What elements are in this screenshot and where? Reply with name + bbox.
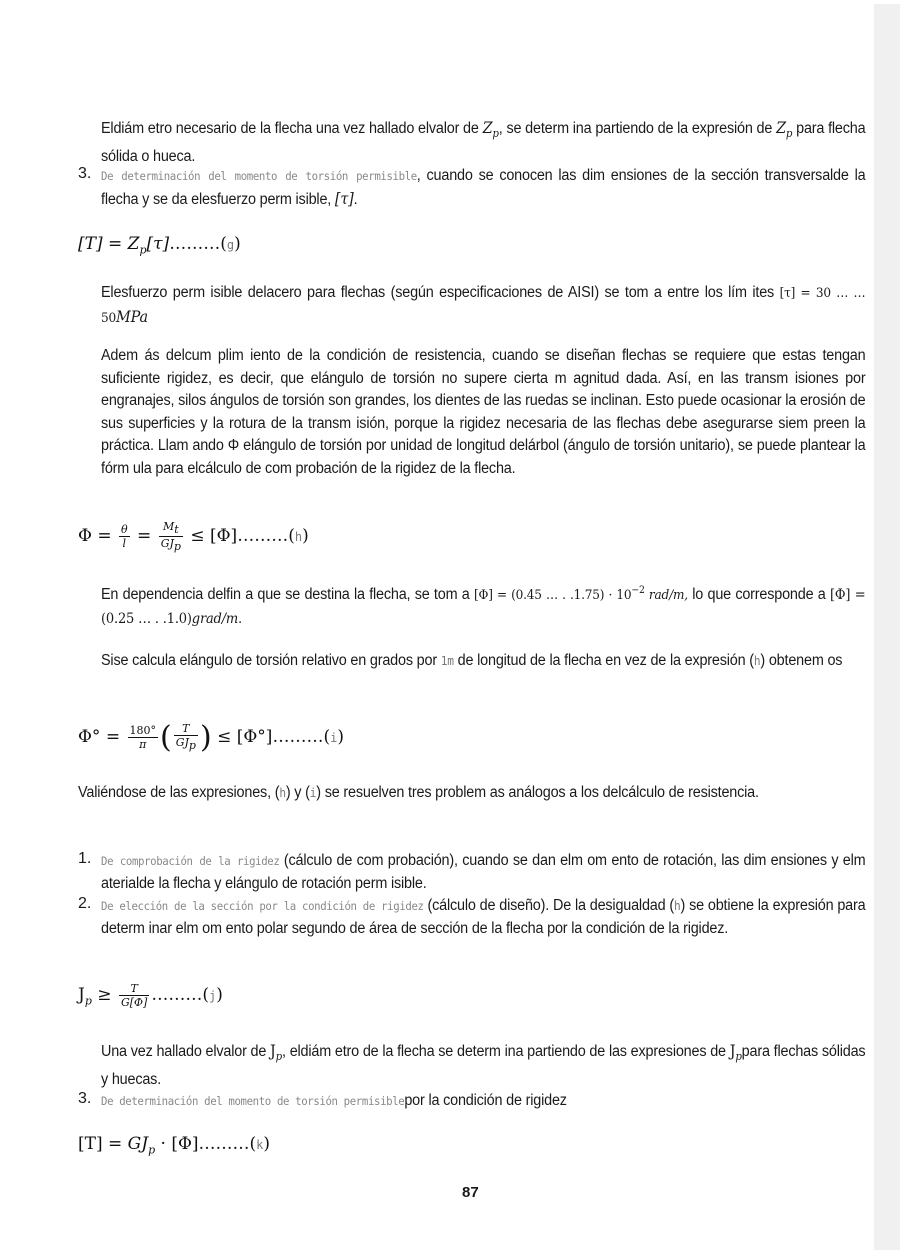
list-number: 2. — [78, 895, 92, 912]
eq-dots: ……… — [237, 526, 289, 547]
list-number: 1. — [78, 850, 92, 867]
list-item-title: De comprobación de la rigidez — [101, 854, 280, 868]
list-item-text: (cálculo de com probación), cuando se dan elm om ento de rotación, las dim ensiones y elm aterialde la flecha y elángulo de rotación perm isible. — [101, 852, 866, 892]
list-item-text: , cuando se conocen las dim ensiones de la sección transversalde la flecha y se da elesfuerzo perm isible, — [101, 167, 866, 208]
eq-rhs: · [Φ] — [155, 1134, 199, 1154]
paragraph-allowable-stress — [101, 282, 865, 330]
math-phi-range-grad: [Φ] = (0.25 … . .1.0) — [101, 587, 866, 627]
list-item-body — [101, 165, 865, 211]
text: Valiéndose de las expresiones, ( — [78, 784, 280, 801]
paragraph-phi-range — [101, 580, 865, 630]
math-jp: $J_p$ — [270, 1042, 283, 1064]
list-item-body — [101, 1090, 865, 1113]
equation-g: $[T] = Z_p[\tau]\dots\dots\dots(g)$ — [78, 234, 241, 257]
paragraph-diameter-zp — [101, 117, 865, 168]
eq-operator: ≥ — [91, 985, 117, 1005]
eq-dots: ……… — [198, 1134, 250, 1154]
equation-ref: i — [309, 786, 317, 800]
list-item-title: De determinación del momento de torsión permisible — [101, 169, 417, 183]
equation-ref: h — [279, 786, 286, 800]
text: En dependencia delfin a que se destina la flecha, se tom a — [101, 586, 474, 604]
list-item-text: por la condición de rigidez — [404, 1092, 567, 1109]
math-gjp: $GJ_p$ — [127, 1134, 156, 1157]
eq-dots: ……… — [151, 985, 203, 1005]
math-zp-2: $Z_p$ — [776, 119, 793, 141]
math-jp-2: $J_p$ — [729, 1042, 742, 1064]
text: ) y ( — [285, 784, 310, 801]
fraction-t-gphi: $\frac{T}{G[\Phi]}$ — [120, 982, 148, 1009]
equation-label: i — [330, 731, 338, 745]
fraction-180-pi: $\frac{180^\circ}{\pi}$ — [129, 724, 156, 751]
equation-i: Φ° = $\frac{180^\circ}{\pi}$ ( $\frac{T}{GJ_p}$ ) ≤ [Φ°]………(i) — [78, 720, 344, 755]
list-item-3-bottom — [78, 1090, 900, 1108]
list-item-body — [101, 850, 865, 895]
eq-dots: ……… — [272, 727, 324, 747]
text: para flechas sólidas y huecas. — [101, 1043, 866, 1088]
equation-label: k — [256, 1138, 264, 1152]
list-item-title: De determinación del momento de torsión permisible — [101, 1094, 405, 1108]
text: Sise calcula elángulo de torsión relativo en grados por — [101, 652, 441, 669]
list-item-body — [101, 895, 865, 940]
paragraph-jp-diameter — [101, 1040, 865, 1091]
list-number: 3. — [78, 165, 92, 182]
text: . — [238, 609, 242, 627]
text: , eldiám etro de la flecha se determ ina partiendo de las expresiones de — [282, 1043, 730, 1060]
text: Elesfuerzo perm isible delacero para flechas (según especificaciones de AISI) se tom a entre los lím ites — [101, 284, 780, 301]
equation-h: Φ = $\frac{\theta}{l}$ = $\frac{M_t}{GJ_p}$ ≤ [Φ]………(h) — [78, 520, 309, 554]
list-item-3-top — [78, 165, 900, 208]
eq-lhs: $J_p$ — [78, 985, 92, 1008]
math-zp: $Z_p$ — [127, 234, 147, 257]
equation-label: j — [208, 989, 217, 1003]
math-exponent: −2 — [631, 585, 645, 596]
unit-rad-m: rad/m, — [644, 588, 688, 604]
list-item-title: De elección de la sección por la condición de rigidez — [101, 899, 424, 913]
text: Una vez hallado elvalor de — [101, 1043, 271, 1060]
eq-dots: ……… — [169, 234, 221, 254]
unit-grad-m: grad/m — [191, 610, 239, 627]
math-zp: $Z_p$ — [482, 119, 499, 141]
equation-k: $[T] = GJ_p$ · [Φ]………(k) — [78, 1134, 271, 1157]
list-item-2 — [78, 895, 900, 937]
list-item-text: ) se obtiene la expresión para determ inar elm om ento polar segundo de área de sección de la flecha por la condición de la rigidez. — [101, 897, 866, 937]
equation-j: $J_p$ ≥ $\frac{T}{G[\Phi]}$ ………(j) — [78, 982, 223, 1009]
unit-mpa: MPa — [116, 307, 148, 326]
equation-label: h — [294, 530, 303, 545]
fraction-theta-l: $\frac{\theta}{l}$ — [121, 523, 128, 551]
math-tau-range: [τ] = 30 … … 50 — [101, 286, 866, 326]
text: Adem ás delcum plim iento de la condición de resistencia, cuando se diseñan flechas se requiere que estas tengan suficiente rigidez, es decir, que elángulo de torsión no supere cierta m agnitud dada. Así, en las transm isiones por engranajes, silos ángulos de torsión son grandes, los dientes de las ruedas se inclinan. Esto puede ocasionar la erosión de sus superficies y la rotura de la transm isión, porque la rigidez necesaria de las flechas debe asegurarse siem preen la práctica. Llam ando Φ elángulo de torsión por unidad de longitud delárbol (ángulo de torsión unitario), se puede plantear la fórm ula para elcálculo de com probación de la rigidez de la flecha. — [101, 347, 866, 477]
text: . — [353, 190, 358, 208]
fraction-mt-gjp: $\frac{M_t}{GJ_p}$ — [160, 520, 181, 554]
eq-lhs: [T] = — [78, 234, 128, 254]
eq-lhs: [T] = — [78, 1134, 128, 1154]
equation-ref: h — [673, 899, 681, 913]
eq-rhs: ≤ [Φ] — [184, 526, 238, 547]
eq-rhs: ≤ [Φ°] — [211, 727, 273, 747]
paragraph-relative-angle — [101, 650, 865, 673]
text: , se determ ina partiendo de la expresión de — [498, 120, 777, 137]
text: de longitud de la flecha en vez de la expresión ( — [453, 652, 754, 669]
eq-rhs: [τ] — [146, 234, 170, 254]
math-phi-range-rad: [Φ] = (0.45 … . .1.75) · 10 — [473, 588, 632, 604]
paragraph-three-problems — [78, 782, 866, 805]
paragraph-rigidity — [101, 345, 865, 480]
eq-lhs: Φ = — [78, 526, 117, 547]
list-number: 3. — [78, 1090, 92, 1107]
scrollbar-track[interactable] — [874, 4, 900, 1250]
text: Eldiám etro necesario de la flecha una vez hallado elvalor de — [101, 120, 483, 137]
eq-lhs: Φ° = — [78, 727, 126, 747]
list-item-1 — [78, 850, 900, 892]
equation-ref: h — [753, 654, 761, 668]
text: ) se resuelven tres problem as análogos a los delcálculo de resistencia. — [316, 784, 759, 801]
text: ) obtenem os — [760, 652, 843, 669]
unit-1m: 1m — [440, 654, 454, 668]
text: para flecha sólida o hueca. — [101, 120, 866, 165]
math-tau: [τ] — [334, 189, 354, 208]
text: lo que corresponde a — [687, 586, 830, 604]
fraction-t-gjp: $\frac{T}{GJ_p}$ — [175, 722, 196, 753]
page-number: 87 — [462, 1184, 479, 1201]
equation-label: g — [226, 238, 235, 252]
list-item-text: (cálculo de diseño). De la desigualdad ( — [423, 897, 674, 914]
